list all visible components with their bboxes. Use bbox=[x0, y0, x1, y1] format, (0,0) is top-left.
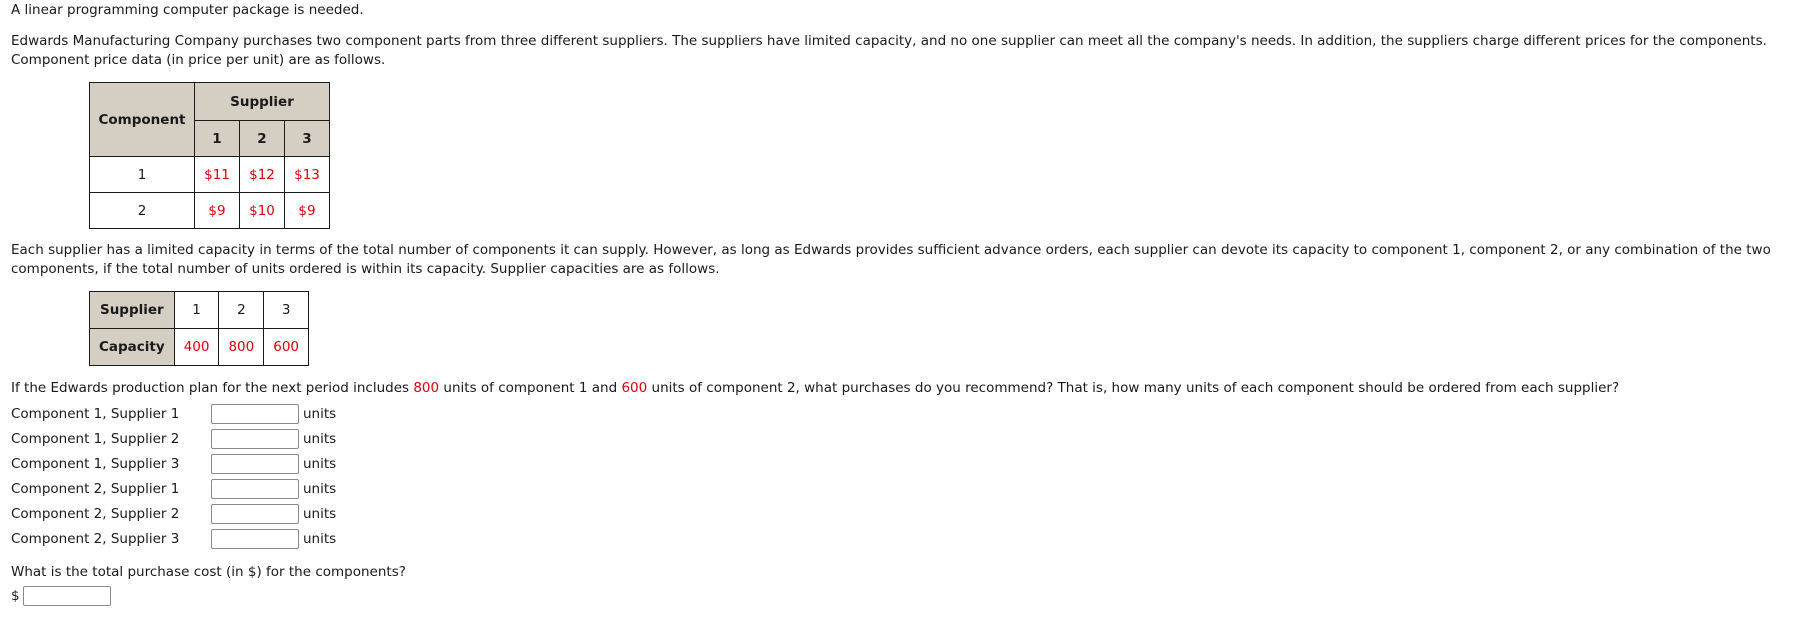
answer-input-c2-s2[interactable] bbox=[211, 504, 299, 524]
currency-symbol: $ bbox=[11, 588, 20, 604]
answer-label: Component 1, Supplier 2 bbox=[11, 430, 180, 447]
supplier-number: 3 bbox=[264, 292, 309, 329]
supplier-number: 3 bbox=[285, 121, 330, 157]
answer-label: Component 2, Supplier 2 bbox=[11, 505, 180, 522]
unit-label: units bbox=[303, 530, 337, 547]
unit-label: units bbox=[303, 480, 337, 497]
capacity-value: 800 bbox=[219, 329, 264, 366]
price-cell: $12 bbox=[240, 157, 285, 193]
answer-label: Component 2, Supplier 1 bbox=[11, 480, 180, 497]
supplier-number: 2 bbox=[240, 121, 285, 157]
question-part: units of component 2, what purchases do you recommend? That is, how many units of each component should be ordered from each supplier? bbox=[647, 380, 1620, 396]
unit-label: units bbox=[303, 505, 337, 522]
answer-row bbox=[11, 451, 1797, 476]
component-header: Component bbox=[90, 83, 195, 157]
component-number: 2 bbox=[90, 193, 195, 229]
answer-input-c2-s3[interactable] bbox=[211, 529, 299, 549]
table-row bbox=[90, 292, 309, 329]
answer-row bbox=[11, 501, 1797, 526]
total-cost-row bbox=[11, 586, 1797, 606]
problem-description: Edwards Manufacturing Company purchases two component parts from three different suppliers. The suppliers have limited capacity, and no one supplier can meet all the company's needs. In addition, the suppliers charge different prices for the components. Component price data (in price per unit) are as follows. bbox=[11, 33, 1767, 68]
unit-label: units bbox=[303, 430, 337, 447]
answer-list bbox=[11, 401, 1797, 551]
answer-row bbox=[11, 401, 1797, 426]
answer-input-c1-s2[interactable] bbox=[211, 429, 299, 449]
supplier-number: 1 bbox=[195, 121, 240, 157]
component-number: 1 bbox=[90, 157, 195, 193]
table-row bbox=[90, 329, 309, 366]
price-cell: $10 bbox=[240, 193, 285, 229]
capacity-value: 600 bbox=[264, 329, 309, 366]
answer-input-c1-s1[interactable] bbox=[211, 404, 299, 424]
supplier-number: 1 bbox=[174, 292, 219, 329]
question-part: units of component 1 and bbox=[439, 380, 622, 396]
price-cell: $11 bbox=[195, 157, 240, 193]
supplier-label: Supplier bbox=[90, 292, 175, 329]
capacity-label: Capacity bbox=[90, 329, 175, 366]
price-cell: $13 bbox=[285, 157, 330, 193]
answer-input-c2-s1[interactable] bbox=[211, 479, 299, 499]
unit-label: units bbox=[303, 455, 337, 472]
table-row bbox=[90, 193, 330, 229]
answer-row bbox=[11, 476, 1797, 501]
unit-label: units bbox=[303, 405, 337, 422]
question-part: If the Edwards production plan for the next period includes bbox=[11, 380, 414, 396]
capacity-table bbox=[89, 291, 309, 366]
answer-row bbox=[11, 426, 1797, 451]
intro-text: A linear programming computer package is needed. bbox=[11, 2, 364, 18]
total-cost-input[interactable] bbox=[23, 586, 111, 606]
question-text bbox=[11, 379, 1797, 398]
supplier-header: Supplier bbox=[195, 83, 330, 121]
answer-input-c1-s3[interactable] bbox=[211, 454, 299, 474]
answer-row bbox=[11, 526, 1797, 551]
units-component-1: 800 bbox=[413, 380, 440, 396]
capacity-value: 400 bbox=[174, 329, 219, 366]
total-cost-question: What is the total purchase cost (in $) for the components? bbox=[11, 564, 406, 580]
answer-label: Component 1, Supplier 1 bbox=[11, 405, 180, 422]
supplier-number: 2 bbox=[219, 292, 264, 329]
capacity-description: Each supplier has a limited capacity in terms of the total number of components it can supply. However, as long as Edwards provides sufficient advance orders, each supplier can devote its capacity to component 1, component 2, or any combination of the two components, if the total number of units ordered is within its capacity. Supplier capacities are as follows. bbox=[11, 242, 1771, 277]
price-cell: $9 bbox=[195, 193, 240, 229]
price-cell: $9 bbox=[285, 193, 330, 229]
units-component-2: 600 bbox=[621, 380, 648, 396]
answer-label: Component 2, Supplier 3 bbox=[11, 530, 180, 547]
price-table bbox=[89, 82, 330, 229]
answer-label: Component 1, Supplier 3 bbox=[11, 455, 180, 472]
table-row bbox=[90, 157, 330, 193]
